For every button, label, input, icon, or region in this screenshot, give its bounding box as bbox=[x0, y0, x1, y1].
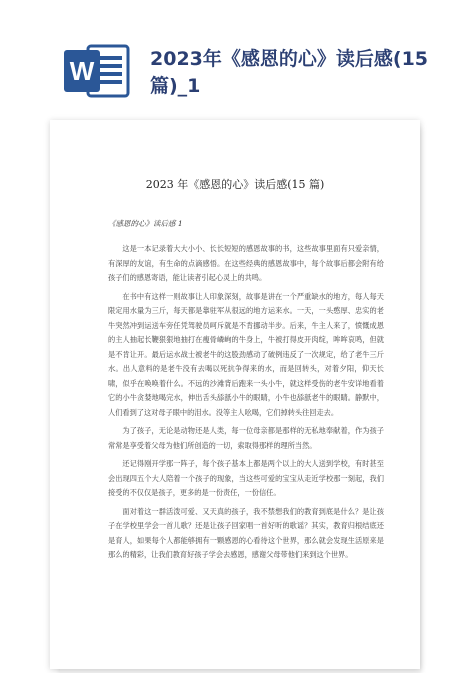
paragraph: 在书中有这样一则故事让人印象深刻，故事是讲在一个严重缺水的地方，每人每天限定用水量为三斤，每天都是靠驻军从很远的地方运来水。一天，一头憨厚、忠实的老牛突然冲到运送车旁任凭驾驶员呵斥就是不肯挪动半步。后来，牛主人来了，愤慨成恩的主人抽起长鞭狠狠地抽打在瘦骨嶙峋的牛身上，牛被打得皮开肉绽，哞哞哀鸣，但就是不肯让开。最后运水战士被老牛的这股劲感动了破例违反了一次规定，给了老牛三斤水。出人意料的是老牛没有去喝以死抗争得来的水，而是回转头，对着夕阳，仰天长啸，似乎在唤唤着什么。不远的沙滩背后跑来一头小牛，就这样受伤的老牛安详地看着它的小牛贪婪地喝完水，伸出舌头舔舐小牛的眼睛，小牛也舔舐老牛的眼睛。静默中，人们看到了这对母子眼中的泪水。没等主人吆喝，它们掉转头往回走去。 bbox=[108, 291, 384, 417]
section-subheading: 《感恩的心》读后感 1 bbox=[108, 219, 183, 228]
word-document-icon bbox=[62, 42, 132, 100]
paragraph: 为了孩子，无论是动物还是人类，每一位母亲都是那样的无私地奉献着，作为孩子常常是享受着父母为他们所创造的一切，索取得那样的理所当然。 bbox=[108, 426, 384, 450]
body-text bbox=[108, 242, 384, 567]
document-header bbox=[0, 0, 474, 118]
paragraph: 面对着这一群活泼可爱、又天真的孩子，我不禁想我们的教育到底是什么？是让孩子在学校里学会一首儿歌？还是让孩子回家唱一首好听的歌谣？其实，教育归根结底还是育人，如果每个人都能够拥有一颗感恩的心看待这个世界，那么就会发现生活原来是那么的精彩，让我们教育好孩子学会去感恩，感谢父母带他们来到这个世界。 bbox=[108, 506, 384, 559]
paragraph: 还记得刚开学那一阵子，每个孩子基本上都是两个以上的大人送到学校，有时甚至会出现四五个大人陪着一个孩子的现象，当这些可爱的宝宝从走近学校那一刻起，我们接受的不仅仅是孩子，更多的是一份责任，一份信任。 bbox=[108, 459, 384, 497]
word-icon-letter: W bbox=[69, 56, 95, 86]
page-heading: 2023 年《感恩的心》读后感(15 篇) bbox=[145, 178, 325, 191]
document-preview bbox=[50, 120, 430, 669]
document-title: 2023年《感恩的心》读后感(15篇)_1 bbox=[150, 48, 429, 97]
paragraph: 这是一本记录着大大小小、长长短短的感恩故事的书，这些故事里面有只爱亲情，有深厚的友谊，有生命的点滴感悟。在这些经典的感恩故事中，每个故事后都会附有给孩子们的感恩寄语，能让读者引起心灵上的共鸣。 bbox=[108, 244, 384, 282]
document-page bbox=[50, 120, 420, 669]
